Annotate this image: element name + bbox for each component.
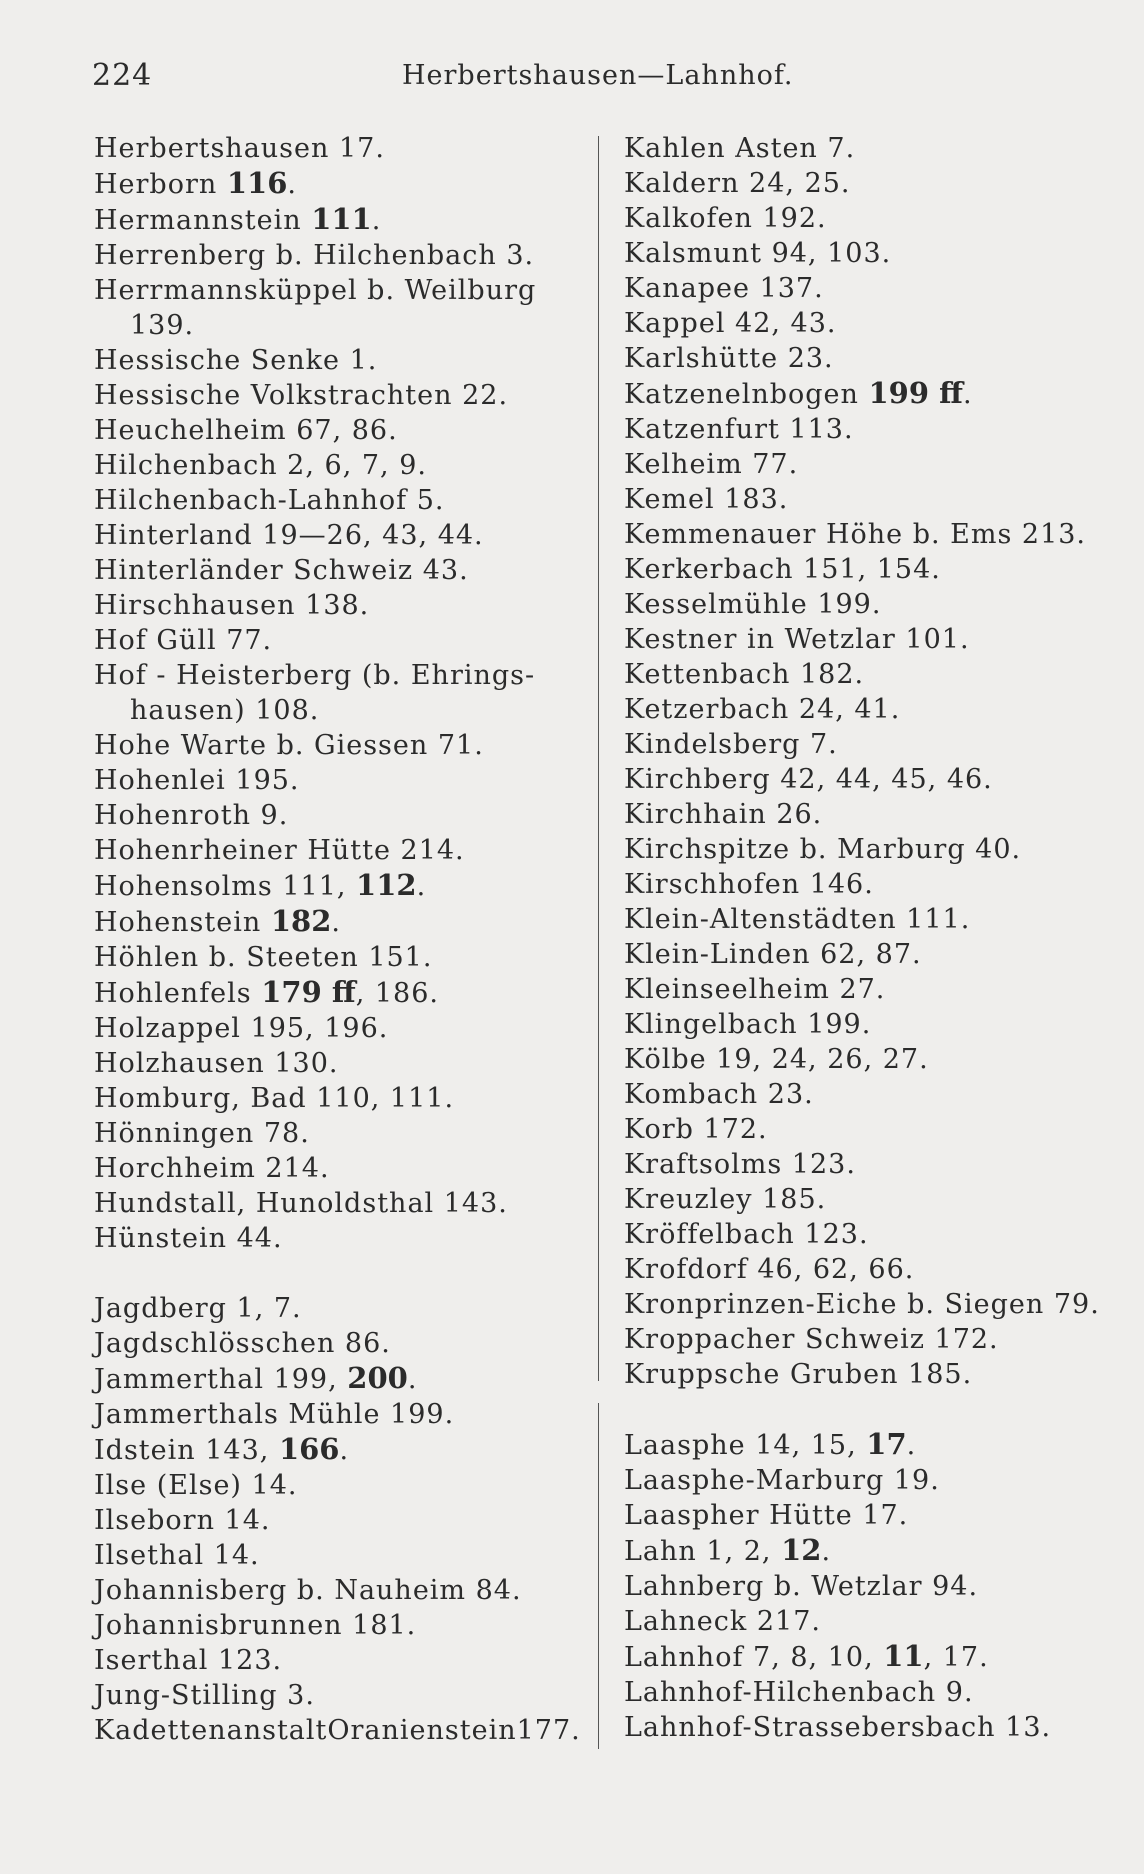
index-entry-main-page: 199 ff xyxy=(868,376,963,410)
index-entry xyxy=(624,376,1104,412)
index-entry: Kemel 183. xyxy=(624,484,789,515)
index-entry: Kroppacher Schweiz 172. xyxy=(624,1324,999,1355)
index-entry-main-page: 182 xyxy=(270,904,332,938)
index-entry: Homburg, Bad 110, 111. xyxy=(94,1083,455,1114)
index-entry: Karlshütte 23. xyxy=(624,343,834,374)
index-entry: Katzenfurt 113. xyxy=(624,414,854,445)
index-entry: Kölbe 19, 24, 26, 27. xyxy=(624,1044,929,1075)
index-entry xyxy=(624,1639,1104,1675)
index-entry: Hessische Volkstrachten 22. xyxy=(94,380,509,411)
index-entry: Kemmenauer Höhe b. Ems 213. xyxy=(624,519,1087,550)
index-entry-text: . xyxy=(416,871,427,902)
index-entry-continuation: 139. xyxy=(130,310,195,341)
index-entry: Ilseborn 14. xyxy=(94,1505,271,1536)
index-entry: Jammerthals Mühle 199. xyxy=(94,1399,455,1430)
index-entry: Johannisberg b. Nauheim 84. xyxy=(94,1575,522,1606)
index-entry: Hof Güll 77. xyxy=(94,625,273,656)
index-entry: Hundstall, Hunoldsthal 143. xyxy=(94,1188,508,1219)
index-entry: Klein-Altenstädten 111. xyxy=(624,904,971,935)
index-entry: Lahneck 217. xyxy=(624,1606,821,1637)
index-entry-text: Idstein 143, xyxy=(94,1435,279,1466)
index-entry-text: . xyxy=(821,1536,832,1567)
index-entry: Horchheim 214. xyxy=(94,1153,330,1184)
index-entry xyxy=(94,273,574,343)
index-entry-text: Lahn 1, 2, xyxy=(624,1536,782,1567)
index-entry: Laasphe-Marburg 19. xyxy=(624,1465,940,1496)
index-entry xyxy=(94,1432,574,1468)
index-entry: Ketzerbach 24, 41. xyxy=(624,694,901,725)
index-entry xyxy=(94,202,574,238)
index-entry: Hohenlei 195. xyxy=(94,765,300,796)
index-section-break xyxy=(94,1256,574,1291)
index-entry-main-page: 111 xyxy=(311,202,372,236)
index-entry-main-page: 12 xyxy=(781,1533,822,1567)
index-entry: Ilse (Else) 14. xyxy=(94,1470,298,1501)
running-head: Herbertshausen—Lahnhof. xyxy=(402,60,794,91)
index-entry-text: Jammerthal 199, xyxy=(94,1364,348,1395)
index-entry xyxy=(94,1361,574,1397)
index-entry xyxy=(94,904,574,940)
index-entry: Hohe Warte b. Giessen 71. xyxy=(94,730,484,761)
index-entry: Herbertshausen 17. xyxy=(94,133,385,164)
index-entry: Kindelsberg 7. xyxy=(624,729,838,760)
index-entry: Johannisbrunnen 181. xyxy=(94,1610,417,1641)
index-column-left xyxy=(94,131,581,1748)
index-entry-text: . xyxy=(339,1435,350,1466)
index-entry: Kleinseelheim 27. xyxy=(624,974,886,1005)
index-entry-main-page: 116 xyxy=(226,166,288,200)
index-entry: Kirchberg 42, 44, 45, 46. xyxy=(624,764,993,795)
index-entry: Kalsmunt 94, 103. xyxy=(624,238,892,269)
index-entry: Kahlen Asten 7. xyxy=(624,133,856,164)
index-entry-text: . xyxy=(906,1430,917,1461)
index-entry-text: . xyxy=(371,205,382,236)
index-entry xyxy=(94,868,574,904)
index-entry: Kirschhofen 146. xyxy=(624,869,874,900)
index-entry: Hinterland 19—26, 43, 44. xyxy=(94,520,484,551)
index-entry-main-page: 200 xyxy=(347,1361,408,1395)
index-entry: Lahnhof-Hilchenbach 9. xyxy=(624,1677,974,1708)
index-entry-text: Katzenelnbogen xyxy=(624,379,869,410)
index-entry: Jagdberg 1, 7. xyxy=(94,1293,302,1324)
index-entry: Kruppsche Gruben 185. xyxy=(624,1359,973,1390)
index-entry: Korb 172. xyxy=(624,1114,768,1145)
index-entry xyxy=(624,1427,1104,1463)
index-entry-main-page: 166 xyxy=(278,1432,340,1466)
index-entry: Kettenbach 182. xyxy=(624,659,865,690)
index-entry: Hohenrheiner Hütte 214. xyxy=(94,835,465,866)
index-entry: Holzappel 195, 196. xyxy=(94,1013,389,1044)
index-entry-text: , 17. xyxy=(923,1642,989,1673)
index-entry: Jagdschlösschen 86. xyxy=(94,1328,391,1359)
index-entry: Kerkerbach 151, 154. xyxy=(624,554,941,585)
index-entry-text: . xyxy=(287,169,297,200)
index-entry: Kestner in Wetzlar 101. xyxy=(624,624,970,655)
index-entry: Heuchelheim 67, 86. xyxy=(94,415,398,446)
index-entry xyxy=(624,1533,1104,1569)
index-entry: Hönningen 78. xyxy=(94,1118,310,1149)
column-divider xyxy=(598,1403,599,1749)
index-entry: Kesselmühle 199. xyxy=(624,589,882,620)
index-entry: Iserthal 123. xyxy=(94,1645,283,1676)
index-entry: Hilchenbach 2, 6, 7, 9. xyxy=(94,450,427,481)
page-number: 224 xyxy=(92,58,153,93)
index-entry-main-page: 17 xyxy=(866,1427,907,1461)
index-entry: Hohenroth 9. xyxy=(94,800,289,831)
index-entry: Höhlen b. Steeten 151. xyxy=(94,942,433,973)
index-entry: Kanapee 137. xyxy=(624,273,824,304)
index-entry: Hinterländer Schweiz 43. xyxy=(94,555,469,586)
index-entry-main-page: 179 ff xyxy=(261,975,356,1009)
index-entry-text: Lahnhof 7, 8, 10, xyxy=(624,1642,884,1673)
index-entry: Hessische Senke 1. xyxy=(94,345,378,376)
index-entry xyxy=(94,975,574,1011)
page-header xyxy=(92,58,1052,102)
index-entry: Kreuzley 185. xyxy=(624,1184,827,1215)
index-entry-text: Hermannstein xyxy=(94,205,312,236)
index-entry: Klein-Linden 62, 87. xyxy=(624,939,922,970)
index-entry: Jung-Stilling 3. xyxy=(94,1680,315,1711)
index-entry: KadettenanstaltOranienstein177. xyxy=(94,1715,581,1746)
column-divider xyxy=(598,136,599,1381)
index-entry: Hirschhausen 138. xyxy=(94,590,370,621)
index-entry: Herrenberg b. Hilchenbach 3. xyxy=(94,240,535,271)
index-entry-main-page: 112 xyxy=(356,868,417,902)
index-column-right xyxy=(624,131,1104,1745)
index-entry: Laaspher Hütte 17. xyxy=(624,1500,909,1531)
index-entry: Lahnhof-Strassebersbach 13. xyxy=(624,1712,1052,1743)
index-entry-text: . xyxy=(407,1364,418,1395)
index-entry: Krofdorf 46, 62, 66. xyxy=(624,1254,915,1285)
index-entry-text: Laasphe 14, 15, xyxy=(624,1430,867,1461)
index-entry: Kraftsolms 123. xyxy=(624,1149,856,1180)
index-entry-continuation: hausen) 108. xyxy=(130,695,320,726)
index-entry: Lahnberg b. Wetzlar 94. xyxy=(624,1571,979,1602)
index-entry: Holzhausen 130. xyxy=(94,1048,339,1079)
index-entry: Kirchspitze b. Marburg 40. xyxy=(624,834,1022,865)
index-entry-main-page: 11 xyxy=(883,1639,924,1673)
index-entry xyxy=(94,658,574,728)
index-entry xyxy=(94,166,574,202)
index-entry-text: Herrmannsküppel b. Weilburg xyxy=(94,275,537,306)
index-entry: Kelheim 77. xyxy=(624,449,799,480)
index-entry-text: . xyxy=(962,379,973,410)
index-entry-text: , 186. xyxy=(355,978,439,1009)
index-entry-text: Hohlenfels xyxy=(94,978,262,1009)
index-entry: Ilsethal 14. xyxy=(94,1540,260,1571)
index-entry: Kalkofen 192. xyxy=(624,203,827,234)
index-entry: Kirchhain 26. xyxy=(624,799,823,830)
index-entry: Hilchenbach-Lahnhof 5. xyxy=(94,485,445,516)
index-entry: Klingelbach 199. xyxy=(624,1009,872,1040)
index-entry: Kronprinzen-Eiche b. Siegen 79. xyxy=(624,1289,1100,1320)
index-entry: Hünstein 44. xyxy=(94,1223,283,1254)
index-entry: Kaldern 24, 25. xyxy=(624,168,851,199)
index-entry-text: Hohenstein xyxy=(94,907,271,938)
index-entry: Kappel 42, 43. xyxy=(624,308,837,339)
index-entry-text: Hohensolms 111, xyxy=(94,871,357,902)
index-entry-text: . xyxy=(331,907,341,938)
index-section-break xyxy=(624,1392,1104,1427)
index-entry: Kombach 23. xyxy=(624,1079,814,1110)
index-entry-text: Herborn xyxy=(94,169,227,200)
index-entry: Kröffelbach 123. xyxy=(624,1219,869,1250)
index-entry-text: Hof - Heisterberg (b. Ehrings- xyxy=(94,660,536,691)
